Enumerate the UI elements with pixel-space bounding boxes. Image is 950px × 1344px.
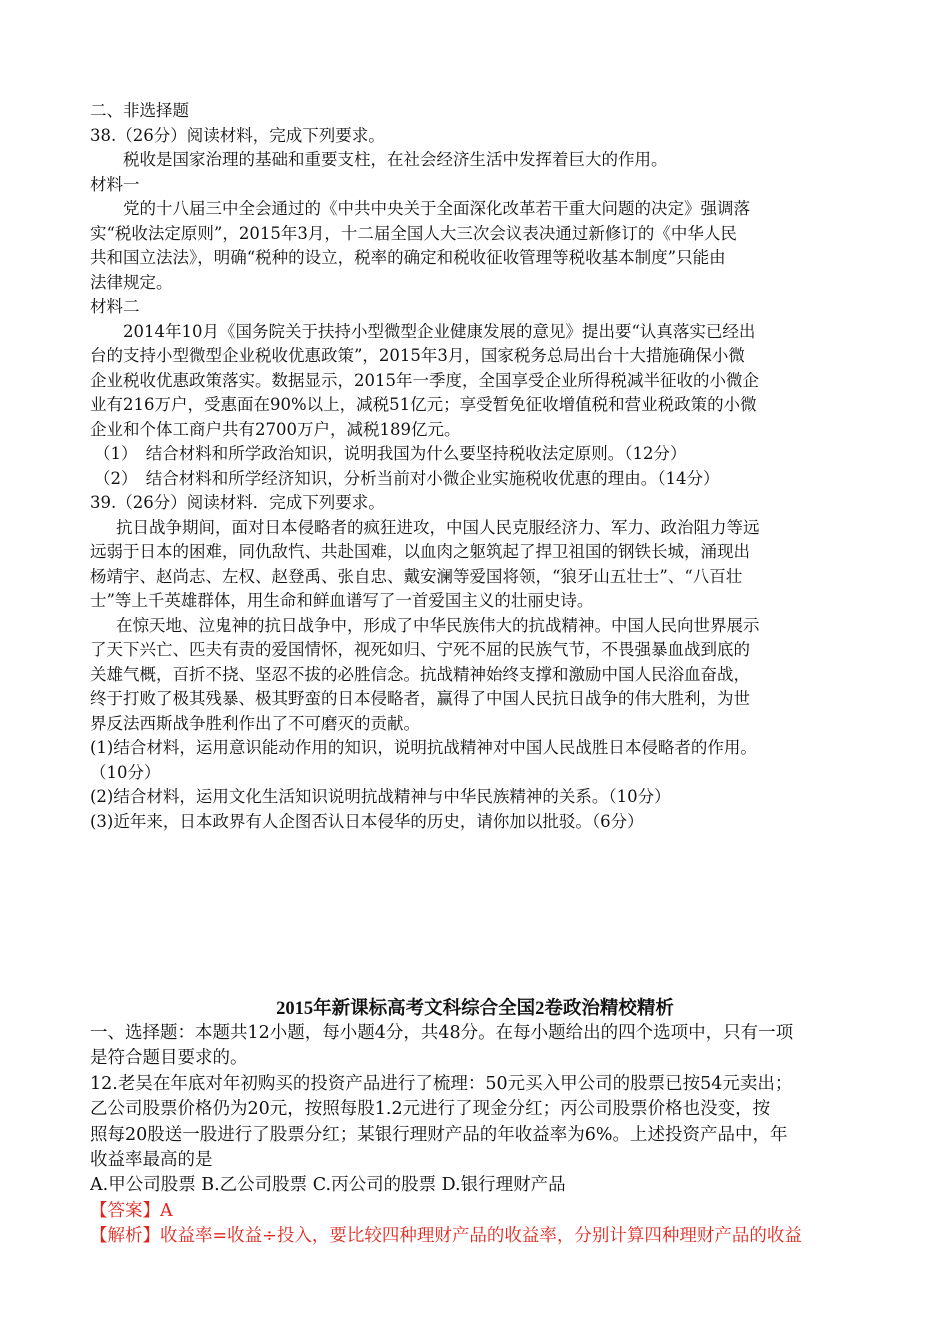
material2-line: 台的支持小型微型企业税收优惠政策”，2015年3月，国家税务总局出台十大措施确保小微	[90, 346, 745, 365]
q39-para2-line: 在惊天地、泣鬼神的抗日战争中，形成了中华民族伟大的抗战精神。中国人民向世界展示	[116, 615, 760, 635]
q39-subquestion-1: (1)结合材料，运用意识能动作用的知识，说明抗战精神对中国人民战胜日本侵略者的作用。	[90, 738, 757, 757]
material2-line: 企业税收优惠政策落实。数据显示，2015年一季度，全国享受企业所得税减半征收的小微企	[90, 370, 759, 390]
material2-line: 企业和个体工商户共有2700万户，减税189亿元。	[90, 419, 461, 439]
q12-line: 12.老吴在年底对年初购买的投资产品进行了梳理：50元买入甲公司的股票已按54元卖出；	[90, 1073, 793, 1094]
q39-para2-line: 关雄气概，百折不挠、坚忍不拔的必胜信念。抗战精神始终支撑和激励中国人民浴血奋战，	[90, 664, 750, 684]
material2-label: 材料二	[90, 297, 140, 316]
material1-line: 实“税收法定原则”，2015年3月，十二届全国人大三次会议表决通过新修订的《中华人民	[90, 223, 737, 243]
q38-header: 38.（26分）阅读材料，完成下列要求。	[90, 125, 385, 145]
q12-line: 乙公司股票价格仍为20元，按照每股1.2元进行了现金分红；丙公司股票价格也没变，按	[90, 1099, 771, 1120]
q39-para1-line: 抗日战争期间，面对日本侵略者的疯狂进攻，中国人民克服经济力、军力、政治阻力等远	[116, 517, 760, 537]
choice-intro-line: 是符合题目要求的。	[90, 1048, 248, 1069]
material2-line: 业有216万户，受惠面在90%以上，减税51亿元；享受暂免征收增值税和营业税政策的小微	[90, 395, 757, 414]
q38-subquestion-1: （1） 结合材料和所学政治知识，说明我国为什么要坚持税收法定原则。（12分）	[94, 444, 687, 463]
material1-line: 法律规定。	[90, 272, 173, 292]
question-39-section	[90, 491, 865, 834]
q38-intro: 税收是国家治理的基础和重要支柱，在社会经济生活中发挥着巨大的作用。	[123, 150, 668, 169]
q39-para1-line: 远弱于日本的困难，同仇敌忾、共赴国难，以血肉之躯筑起了捍卫祖国的钢铁长城，涌现出	[90, 542, 750, 561]
q12-answer: 【答案】A	[90, 1200, 173, 1221]
section-heading: 二、非选择题	[90, 101, 189, 120]
q12-line: 照每20股送一股进行了股票分红；某银行理财产品的年收益率为6%。上述投资产品中，年	[90, 1124, 788, 1145]
material1-line: 共和国立法法》，明确“税种的设立，税率的确定和税收征收管理等税收基本制度”只能由	[90, 248, 726, 267]
q39-para2-line: 终于打败了极其残暴、极其野蛮的日本侵略者，赢得了中国人民抗日战争的伟大胜利，为世	[90, 689, 750, 708]
q39-subquestion-1-score: （10分）	[90, 762, 161, 782]
q39-subquestion-3: (3)近年来，日本政界有人企图否认日本侵华的历史，请你加以批驳。（6分）	[90, 811, 644, 831]
q39-header: 39.（26分）阅读材料．完成下列要求。	[90, 493, 385, 512]
analysis-title: 2015年新课标高考文科综合全国2卷政治精校精析	[276, 999, 674, 1019]
q39-para2-line: 界反法西斯战争胜利作出了不可磨灭的贡献。	[90, 713, 420, 733]
q38-subquestion-2: （2） 结合材料和所学经济知识，分析当前对小微企业实施税收优惠的理由。（14分）	[94, 468, 720, 488]
material2-line: 2014年10月《国务院关于扶持小型微型企业健康发展的意见》提出要“认真落实已经出	[123, 321, 756, 341]
question-38-section	[90, 99, 865, 491]
q12-explanation: 【解析】收益率=收益÷投入，要比较四种理财产品的收益率，分别计算四种理财产品的收益	[90, 1226, 802, 1247]
q39-para1-line: 士”等上千英雄群体，用生命和鲜血谱写了一首爱国主义的壮丽史诗。	[90, 591, 594, 610]
material1-label: 材料一	[90, 174, 140, 194]
q39-para2-line: 了天下兴亡、匹夫有责的爱国情怀，视死如归、宁死不屈的民族气节，不畏强暴血战到底的	[90, 640, 750, 659]
choice-intro-line: 一、选择题：本题共12小题，每小题4分，共48分。在每小题给出的四个选项中，只有一项	[90, 1023, 794, 1043]
material1-line: 党的十八届三中全会通过的《中共中央关于全面深化改革若干重大问题的决定》强调落	[123, 199, 750, 218]
q12-options: A.甲公司股票 B.乙公司股票 C.丙公司的股票 D.银行理财产品	[90, 1175, 566, 1196]
analysis-section	[90, 1021, 865, 1250]
q39-subquestion-2: (2)结合材料，运用文化生活知识说明抗战精神与中华民族精神的关系。（10分）	[90, 787, 671, 806]
q39-para1-line: 杨靖宇、赵尚志、左权、赵登禹、张自忠、戴安澜等爱国将领，“狼牙山五壮士”、“八百壮	[90, 566, 743, 586]
q12-line: 收益率最高的是	[90, 1150, 213, 1171]
